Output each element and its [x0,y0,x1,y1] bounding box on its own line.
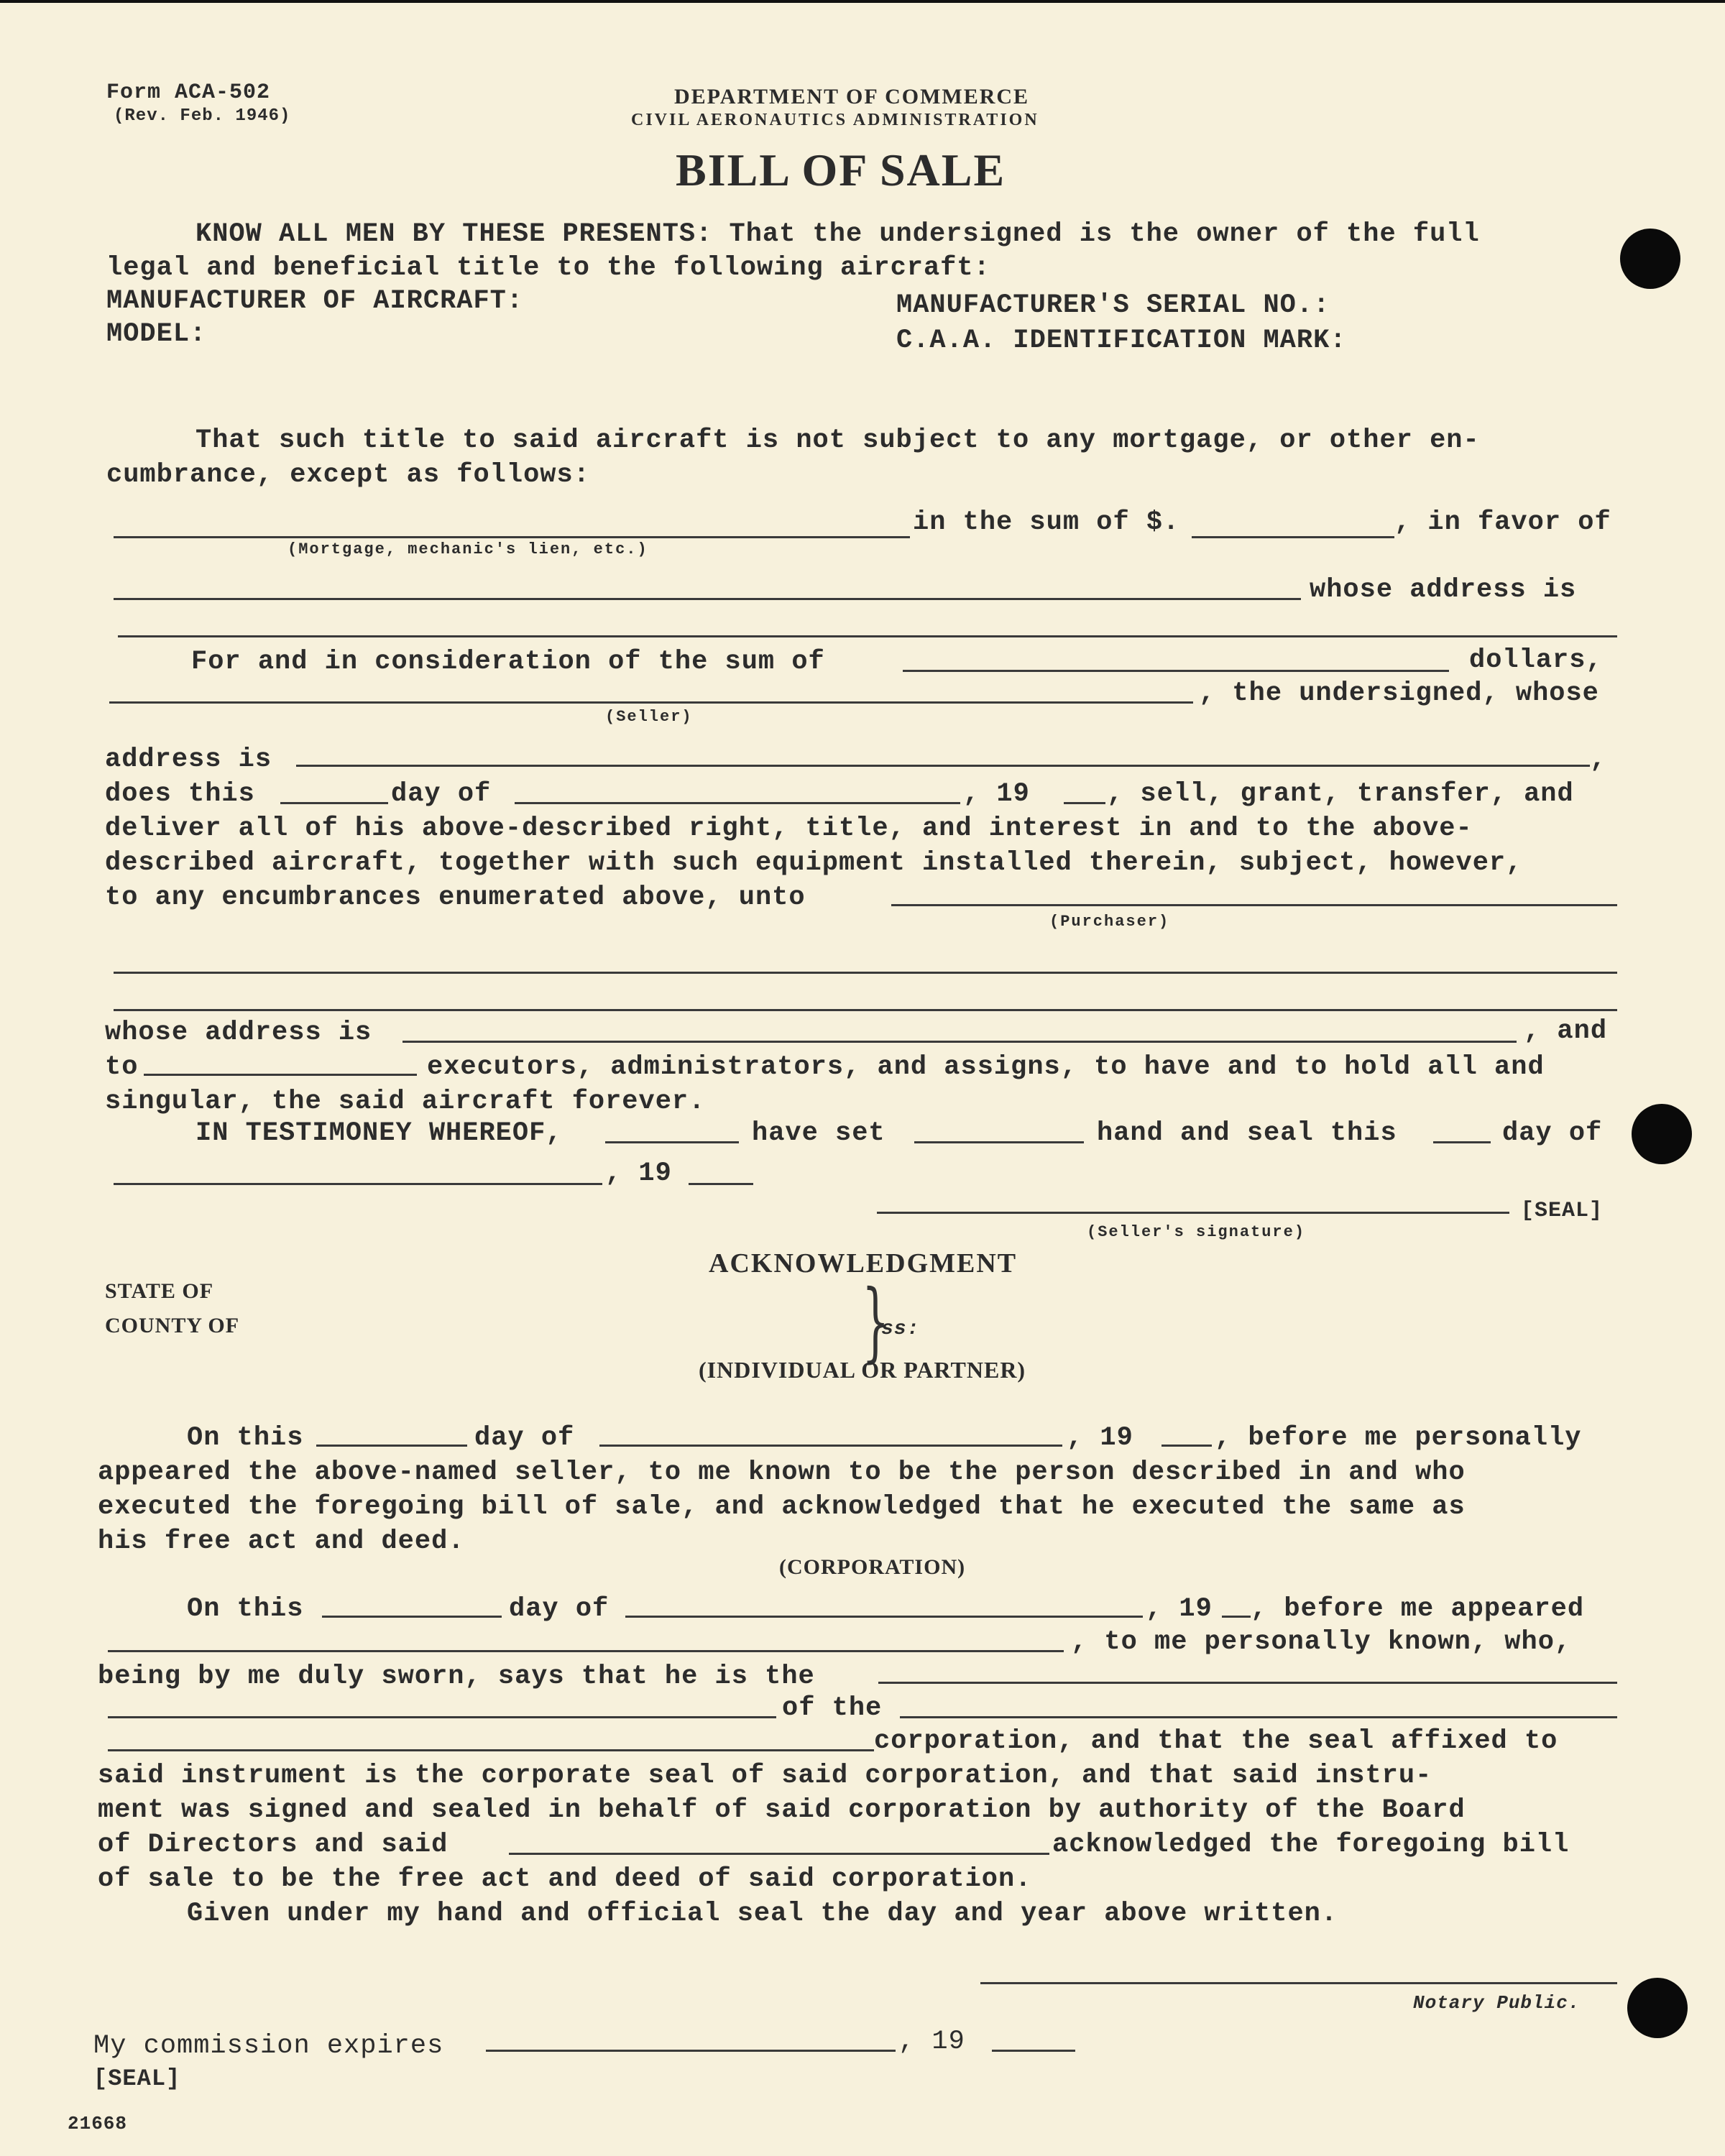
commission-date-field[interactable] [486,2050,896,2052]
lienholder-name-field[interactable] [114,598,1301,600]
purchaser-name-field[interactable] [891,904,1617,906]
seller-hint: (Seller) [605,708,693,726]
testimony-label: IN TESTIMONEY WHEREOF, [196,1118,563,1148]
comma: , [1590,745,1607,775]
corp-sworn-label: being by me duly sworn, says that he is the [98,1662,815,1692]
ind-before-label: , before me personally [1215,1423,1582,1453]
unto-line: to any encumbrances enumerated above, unto [105,883,806,913]
model-label: MODEL: [106,319,207,349]
county-of-label: COUNTY OF [105,1314,240,1337]
ind-line-4: his free act and deed. [98,1526,465,1557]
commission-19-label: , 19 [898,2027,965,2057]
commission-label: My commission expires [93,2031,444,2061]
corporation-heading: (CORPORATION) [779,1555,966,1579]
purchaser-address-field[interactable] [402,1041,1517,1043]
corp-name-2-field[interactable] [108,1749,874,1751]
corp-name-field[interactable] [900,1716,1617,1718]
sale-day-field[interactable] [280,802,388,804]
purchaser-pronoun-field[interactable] [144,1074,417,1076]
corp-year-field[interactable] [1222,1616,1251,1618]
ss-label: ss: [881,1318,920,1340]
ind-year-field[interactable] [1162,1445,1212,1447]
corp-19-label: , 19 [1146,1594,1213,1624]
seller-signature-field[interactable] [877,1212,1509,1214]
encumbrance-line-2: cumbrance, except as follows: [106,460,590,490]
seller-address-field[interactable] [296,765,1590,767]
seller-signature-hint: (Seller's signature) [1087,1223,1306,1241]
testimony-day-field[interactable] [1433,1141,1491,1143]
to-label: to [105,1052,139,1082]
corp-instrument-line: said instrument is the corporate seal of said corporation, and that said instru- [98,1761,1432,1791]
individual-heading: (INDIVIDUAL OR PARTNER) [699,1357,1026,1383]
intro-line-2: legal and beneficial title to the following aircraft: [106,253,990,283]
purchaser-address-label: whose address is [105,1018,372,1048]
does-this-label: does this [105,779,255,809]
encumbrance-line-1: That such title to said aircraft is not subject to any mortgage, or other en- [196,425,1480,456]
lienholder-address-label: whose address is [1310,575,1577,605]
testimony-party-field[interactable] [605,1141,739,1143]
agency-name: CIVIL AERONAUTICS ADMINISTRATION [631,111,1039,129]
page-title: BILL OF SALE [676,144,1006,195]
ind-month-field[interactable] [599,1445,1062,1447]
hole-punch-top [1620,229,1680,289]
corp-day-field[interactable] [322,1616,502,1618]
acknowledgment-heading: ACKNOWLEDGMENT [709,1248,1018,1279]
ind-19-label: , 19 [1067,1423,1133,1453]
corp-officer-name-field[interactable] [108,1650,1064,1652]
corp-on-this-label: On this [187,1594,304,1624]
corp-of-the-label: of the [782,1693,883,1723]
testimony-month-field[interactable] [114,1183,602,1185]
notary-public-label: Notary Public. [1413,1992,1581,2014]
day-of-label: day of [391,779,492,809]
deliver-line: deliver all of his above-described right, title, and interest in and to the above- [105,814,1473,844]
purchaser-hint: (Purchaser) [1049,913,1170,931]
serial-number-label: MANUFACTURER'S SERIAL NO.: [896,290,1330,321]
encumbrance-type-field[interactable] [114,536,910,538]
intro-line-1: KNOW ALL MEN BY THESE PRESENTS: That the undersigned is the owner of the full [196,219,1480,249]
year-19-label: , 19 [963,779,1030,809]
sum-label: in the sum of $. [913,507,1180,538]
notary-seal-label: [SEAL] [93,2065,181,2092]
encumbrance-type-hint: (Mortgage, mechanic's lien, etc.) [288,540,648,558]
corp-month-field[interactable] [625,1616,1143,1618]
dollars-label: dollars, [1469,645,1603,676]
testimony-pronoun-field[interactable] [914,1141,1084,1143]
have-set-label: have set [752,1118,886,1148]
brace-icon: } [862,1272,890,1372]
seller-address-label: address is [105,745,272,775]
corp-free-act-line: of sale to be the free act and deed of said corporation. [98,1864,1032,1894]
hole-punch-bottom [1627,1978,1688,2038]
purchaser-line-2-field[interactable] [114,972,1617,974]
consideration-label: For and in consideration of the sum of [191,647,825,677]
testimony-19-label: , 19 [605,1158,672,1189]
purchaser-line-3-field[interactable] [114,1009,1617,1011]
corp-acknowledged-label: acknowledged the foregoing bill [1052,1830,1570,1860]
and-label: , and [1524,1016,1608,1046]
notary-signature-field[interactable] [980,1982,1617,1984]
hand-seal-label: hand and seal this [1097,1118,1397,1148]
corp-officer-ack-field[interactable] [509,1853,1049,1855]
corp-known-label: , to me personally known, who, [1071,1627,1572,1657]
testimony-year-field[interactable] [689,1183,753,1185]
form-revision: (Rev. Feb. 1946) [114,106,291,126]
ind-on-this-label: On this [187,1423,304,1453]
ind-day-of-label: day of [474,1423,575,1453]
singular-line: singular, the said aircraft forever. [105,1087,706,1117]
manufacturer-label: MANUFACTURER OF AIRCRAFT: [106,286,524,316]
executors-line: executors, administrators, and assigns, to have and to hold all and [427,1052,1545,1082]
caa-mark-label: C.A.A. IDENTIFICATION MARK: [896,326,1347,356]
corp-signed-line: ment was signed and sealed in behalf of said corporation by authority of the Board [98,1795,1466,1825]
consideration-amount-field[interactable] [903,670,1449,672]
described-line: described aircraft, together with such equipment installed therein, subject, however, [105,848,1523,878]
state-of-label: STATE OF [105,1279,214,1303]
undersigned-label: , the undersigned, whose [1199,678,1599,709]
form-number: Form ACA-502 [106,80,271,105]
sale-month-field[interactable] [515,802,960,804]
scan-top-edge [0,0,1725,3]
seal-label: [SEAL] [1521,1199,1604,1223]
corp-seal-affixed-label: corporation, and that the seal affixed to [874,1726,1558,1756]
corp-day-of-label: day of [509,1594,610,1624]
ind-line-3: executed the foregoing bill of sale, and acknowledged that he executed the same as [98,1492,1466,1522]
lienholder-address-field[interactable] [118,635,1617,637]
sale-year-field[interactable] [1064,802,1105,804]
corp-officer-title-field[interactable] [878,1682,1617,1684]
given-under-line: Given under my hand and official seal the day and year above written. [187,1899,1338,1929]
seller-name-field[interactable] [109,701,1193,704]
print-code: 21668 [68,2113,128,2134]
testimony-day-of-label: day of [1502,1118,1603,1148]
commission-year-field[interactable] [992,2050,1075,2052]
encumbrance-amount-field[interactable] [1192,536,1394,538]
corp-before-label: , before me appeared [1251,1594,1585,1624]
department-name: DEPARTMENT OF COMMERCE [674,85,1030,109]
ind-day-field[interactable] [316,1445,467,1447]
sell-grant-label: , sell, grant, transfer, and [1107,779,1574,809]
corp-officer-title-2-field[interactable] [108,1716,776,1718]
corp-directors-label: of Directors and said [98,1830,448,1860]
hole-punch-middle [1632,1104,1692,1164]
ind-line-2: appeared the above-named seller, to me known to be the person described in and who [98,1457,1466,1488]
favor-label: , in favor of [1394,507,1611,538]
